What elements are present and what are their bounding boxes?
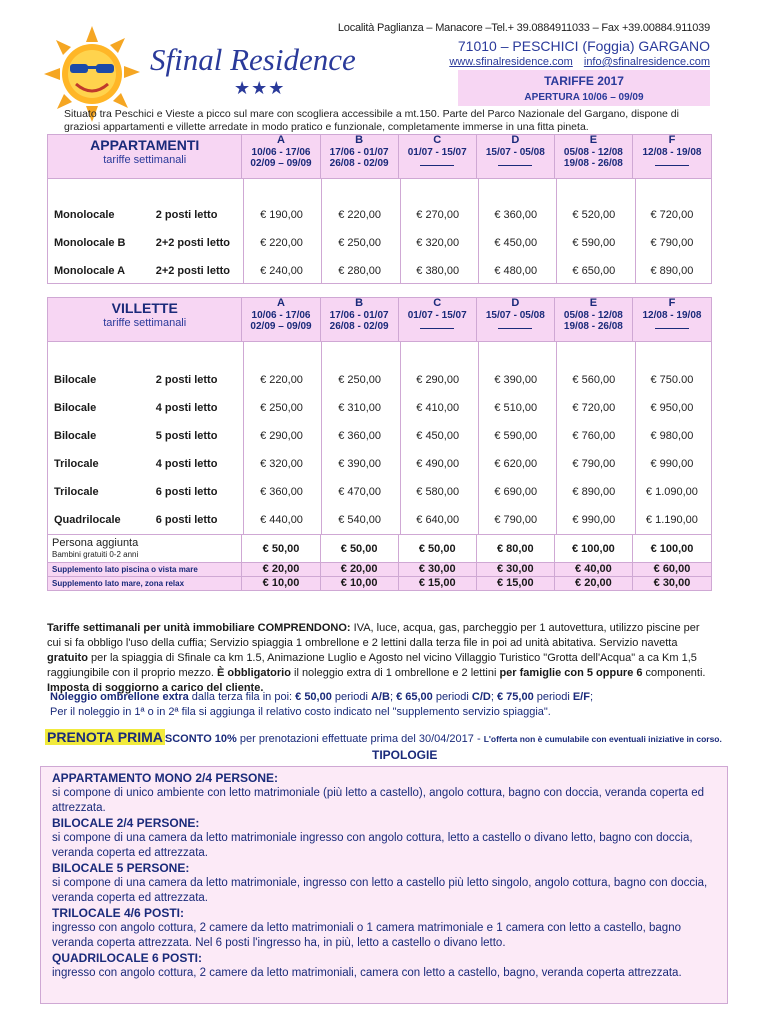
period-header — [633, 298, 711, 341]
supplement-price: € 30,00 — [633, 577, 711, 590]
umbrella-rental-notes: Noleggio ombrellone extra dalla terza fila in poi: € 50,00 periodi A/B; € 65,00 periodi C/D; € 75,00 periodi E/F; Per il noleggio in 1ª o in 2ª fila si aggiunga il relativo costo indicato nel "supplemento servizio spiaggia". — [50, 691, 594, 718]
unit-beds: 2 posti letto — [155, 209, 218, 221]
unit-name: Trilocale — [54, 458, 99, 470]
price-cell: € 440,00 — [260, 514, 303, 526]
tipologie-title: TIPOLOGIE — [372, 748, 438, 762]
table-row — [48, 506, 711, 534]
tipologia-desc: ingresso con angolo cottura, 2 camere da letto matrimoniali o 1 camera matrimoniale e 1 camera con letto a castello, bagno veranda coperta attrezzata. Nel 6 posti l'ingresso ha, in più, letto a castello o divano letto. — [52, 922, 681, 949]
supplement-label: Supplemento lato piscina o vista mare — [48, 563, 242, 576]
unit-name: Quadrilocale — [54, 514, 121, 526]
supplement-price: € 60,00 — [633, 563, 711, 576]
table-title: VILLETTE — [111, 300, 178, 316]
price-cell: € 290,00 — [260, 430, 303, 442]
tipologia-heading: TRILOCALE 4/6 POSTI: — [52, 906, 185, 920]
apertura-dates: APERTURA 10/06 – 09/09 — [524, 92, 644, 103]
table-title: APPARTAMENTI — [90, 137, 200, 153]
period-letter: D — [511, 297, 520, 309]
price-cell: € 280,00 — [338, 265, 382, 277]
unit-name: Monolocale A — [54, 265, 126, 277]
price-cell: € 990,00 — [572, 514, 616, 526]
table-row — [48, 394, 711, 422]
table-row — [48, 478, 711, 506]
table-subtitle: tariffe settimanali — [103, 317, 187, 329]
price-cell: € 360,00 — [338, 430, 382, 442]
period-dates: 26/08 - 02/09 — [329, 158, 389, 169]
period-dates: 15/07 - 05/08 — [485, 309, 545, 321]
period-dates: 02/09 – 09/09 — [250, 158, 312, 169]
appartamenti-table — [47, 134, 712, 284]
period-header — [321, 135, 399, 178]
price-cell: € 220,00 — [260, 237, 303, 249]
supplement-price: € 20,00 — [321, 563, 399, 576]
unit-beds: 4 posti letto — [155, 458, 218, 470]
period-header — [555, 298, 633, 341]
period-letter: D — [511, 134, 520, 146]
web-links — [441, 56, 710, 68]
price-cell: € 720,00 — [572, 402, 616, 414]
price-cell: € 650,00 — [572, 265, 616, 277]
unit-beds: 5 posti letto — [155, 430, 218, 442]
period-header — [555, 135, 633, 178]
persona-price: € 100,00 — [555, 535, 633, 562]
supplement-price: € 10,00 — [242, 577, 320, 590]
period-dates: 10/06 - 17/06 — [251, 146, 311, 158]
persona-price: € 100,00 — [650, 543, 694, 555]
price-cell: € 480,00 — [494, 265, 538, 277]
price-cell: € 580,00 — [416, 486, 460, 498]
period-header — [321, 298, 399, 341]
period-dates: 19/08 - 26/08 — [563, 321, 623, 332]
price-cell: € 1.090,00 — [645, 486, 698, 498]
price-cell: € 320,00 — [260, 458, 303, 470]
period-letter: F — [668, 297, 676, 309]
period-letter: A — [277, 297, 285, 309]
tipologia-heading: BILOCALE 2/4 PERSONE: — [52, 816, 200, 830]
supplement-price: € 15,00 — [399, 577, 477, 590]
persona-aggiunta-label — [48, 535, 242, 562]
period-header — [477, 298, 555, 341]
period-dash — [420, 165, 454, 166]
price-cell: € 380,00 — [416, 265, 460, 277]
tipologie-box — [40, 766, 728, 1004]
price-cell: € 410,00 — [416, 402, 460, 414]
persona-aggiunta-row — [48, 534, 711, 562]
star-rating: ★★★ — [234, 78, 286, 98]
period-dash — [655, 328, 689, 329]
tipologia-desc: ingresso con angolo cottura, 2 camere da letto matrimoniali, camera con letto a castello, bagno, veranda coperta attrezzata. — [52, 967, 682, 979]
price-cell: € 590,00 — [494, 430, 538, 442]
persona-price: € 80,00 — [477, 535, 555, 562]
period-dates: 17/06 - 01/07 — [329, 309, 389, 321]
price-cell: € 490,00 — [416, 458, 460, 470]
brand-name: Sfinal Residence — [150, 42, 356, 77]
price-cell: € 790,00 — [572, 458, 616, 470]
price-cell: € 1.190,00 — [645, 514, 698, 526]
price-cell: € 760,00 — [572, 430, 616, 442]
price-cell: € 520,00 — [572, 209, 616, 221]
table-row — [48, 229, 711, 257]
table-row — [48, 450, 711, 478]
table-subtitle: tariffe settimanali — [103, 154, 187, 166]
persona-price: € 50,00 — [399, 535, 477, 562]
unit-beds: 2 posti letto — [155, 374, 218, 386]
period-dash — [420, 328, 454, 329]
tipologia-heading: BILOCALE 5 PERSONE: — [52, 861, 190, 875]
price-cell: € 190,00 — [260, 209, 303, 221]
price-cell: € 450,00 — [494, 237, 538, 249]
tipologia-desc: si compone di unico ambiente con letto matrimoniale (più letto a castello), angolo cottura, bagno con doccia, veranda coperta ed attrezzata. — [52, 787, 705, 814]
price-cell: € 220,00 — [338, 209, 382, 221]
price-cell: € 590,00 — [572, 237, 616, 249]
persona-price: € 50,00 — [242, 535, 320, 562]
price-cell: € 470,00 — [338, 486, 382, 498]
price-cell: € 320,00 — [416, 237, 460, 249]
period-dates: 02/09 – 09/09 — [250, 321, 312, 332]
period-header — [477, 135, 555, 178]
tipologia-desc: si compone di una camera da letto matrimoniale ingresso con angolo cottura, letto a castello o divano letto, bagno con doccia, veranda coperta ed attrezzata. — [52, 832, 693, 859]
period-dates: 17/06 - 01/07 — [329, 146, 389, 158]
price-cell: € 250,00 — [260, 402, 303, 414]
supplement-label: Supplemento lato mare, zona relax — [48, 577, 242, 590]
price-cell: € 790,00 — [650, 237, 694, 249]
period-header — [399, 298, 477, 341]
period-dash — [655, 165, 689, 166]
unit-beds: 2+2 posti letto — [155, 265, 230, 277]
period-dash — [498, 165, 532, 166]
period-header — [242, 298, 320, 341]
price-cell: € 690,00 — [494, 486, 538, 498]
period-letter: C — [433, 297, 442, 309]
price-cell: € 890,00 — [650, 265, 694, 277]
period-header — [242, 135, 320, 178]
supplement-price: € 20,00 — [242, 563, 320, 576]
period-dates: 26/08 - 02/09 — [329, 321, 389, 332]
prenota-prima-offer: PRENOTA PRIMA SCONTO 10% per prenotazioni effettuate prima del 30/04/2017 - L'offerta non è cumulabile con eventuali iniziative in corso. — [47, 729, 722, 745]
period-letter: C — [433, 134, 442, 146]
period-dates: 12/08 - 19/08 — [642, 146, 702, 158]
supplement-price: € 10,00 — [321, 577, 399, 590]
bambini-note: Bambini gratuiti 0-2 anni — [52, 550, 139, 559]
unit-name: Monolocale B — [54, 237, 126, 249]
supplement-price: € 15,00 — [477, 577, 555, 590]
table-title-cell — [48, 298, 242, 341]
persona-price: € 50,00 — [321, 535, 399, 562]
price-cell: € 390,00 — [494, 374, 538, 386]
price-cell: € 220,00 — [260, 374, 303, 386]
unit-name: Bilocale — [54, 374, 97, 386]
price-cell: € 750.00 — [650, 374, 694, 386]
unit-beds: 4 posti letto — [155, 402, 218, 414]
price-cell: € 720,00 — [650, 209, 694, 221]
price-cell: € 250,00 — [338, 237, 382, 249]
email-link[interactable]: info@sfinalresidence.com — [583, 56, 710, 68]
unit-name: Monolocale — [54, 209, 115, 221]
period-dates: 19/08 - 26/08 — [563, 158, 623, 169]
price-cell: € 560,00 — [572, 374, 616, 386]
table-header — [48, 135, 711, 179]
price-cell: € 360,00 — [260, 486, 303, 498]
city-line: 71010 – PESCHICI (Foggia) GARGANO — [457, 38, 710, 54]
villette-table — [47, 297, 712, 591]
tipologia-heading: APPARTAMENTO MONO 2/4 PERSONE: — [52, 771, 279, 785]
price-cell: € 310,00 — [338, 402, 382, 414]
table-row — [48, 257, 711, 285]
price-cell: € 450,00 — [416, 430, 460, 442]
period-letter: A — [277, 134, 285, 146]
price-cell: € 790,00 — [494, 514, 538, 526]
period-dates: 01/07 - 15/07 — [407, 309, 467, 321]
included-notes: Tariffe settimanali per unità immobiliare COMPRENDONO: IVA, luce, acqua, gas, parcheggio per 1 autovettura, utilizzo piscine per cui si fa obbligo l'uso della cuffia; Servizio spiaggia 1 ombrellone e 2 lettini dalla terza file in poi ad unità abitativa. Servizio navetta gratuito per la spiaggia di Sfinale ca km 1.5, Animazione Luglio e Agosto nel vicino Villaggio Turistico "Grotta dell'Acqua" a ca Km 1,5 raggiungibile con il proprio mezzo. È obbligatorio il noleggio extra di 1 ombrellone e 2 lettini per famiglie con 5 oppure 6 componenti. Imposta di soggiorno a carico del cliente. — [47, 622, 706, 694]
period-dates: 15/07 - 05/08 — [485, 146, 545, 158]
period-letter: F — [668, 134, 676, 146]
table-title-cell — [48, 135, 242, 178]
period-header — [633, 135, 711, 178]
price-cell: € 240,00 — [260, 265, 303, 277]
period-letter: E — [589, 297, 598, 309]
intro-text: Situato tra Peschici e Vieste a picco sul mare con scogliera accessibile a mt.150. Parte del Parco Nazionale del Gargano, dispone di graziosi appartamenti e villette arredate in modo pratico e funzionale, completamente immerse in una fitta pineta. — [64, 108, 679, 133]
price-cell: € 510,00 — [494, 402, 538, 414]
period-letter: E — [589, 134, 598, 146]
price-cell: € 390,00 — [338, 458, 382, 470]
supplement-price: € 40,00 — [555, 563, 633, 576]
period-dates: 10/06 - 17/06 — [251, 309, 311, 321]
period-dates: 05/08 - 12/08 — [563, 309, 623, 321]
supplement-price: € 20,00 — [555, 577, 633, 590]
table-row — [48, 422, 711, 450]
price-cell: € 890,00 — [572, 486, 616, 498]
period-dates: 05/08 - 12/08 — [563, 146, 623, 158]
unit-name: Bilocale — [54, 430, 97, 442]
unit-name: Trilocale — [54, 486, 99, 498]
tipologia-heading: QUADRILOCALE 6 POSTI: — [52, 951, 203, 965]
table-header — [48, 298, 711, 342]
supplement-row — [48, 576, 711, 590]
period-letter: B — [355, 297, 364, 309]
tipologia-desc: si compone di una camera da letto matrimoniale, ingresso con letto a castello più letto singolo, angolo cottura, bagno con doccia, veranda coperta ed attrezzata. — [52, 877, 708, 904]
period-header — [399, 135, 477, 178]
price-cell: € 250,00 — [338, 374, 382, 386]
unit-beds: 2+2 posti letto — [155, 237, 230, 249]
period-dates: 12/08 - 19/08 — [642, 309, 702, 321]
contact-address: Località Paglianza – Manacore –Tel.+ 39.0884911033 – Fax +39.00884.911039 — [337, 22, 710, 34]
table-row — [48, 201, 711, 229]
unit-beds: 6 posti letto — [155, 514, 218, 526]
supplement-price: € 30,00 — [477, 563, 555, 576]
price-cell: € 270,00 — [416, 209, 460, 221]
table-row — [48, 366, 711, 394]
tariffe-title: TARIFFE 2017 — [544, 74, 624, 88]
prenota-highlight: PRENOTA PRIMA — [47, 729, 163, 745]
price-cell: € 980,00 — [650, 430, 694, 442]
price-cell: € 290,00 — [416, 374, 460, 386]
unit-beds: 6 posti letto — [155, 486, 218, 498]
table-body — [48, 179, 711, 285]
supplement-row — [48, 562, 711, 576]
price-cell: € 360,00 — [494, 209, 538, 221]
price-cell: € 640,00 — [416, 514, 460, 526]
price-cell: € 950,00 — [650, 402, 694, 414]
period-dates: 01/07 - 15/07 — [407, 146, 467, 158]
table-body — [48, 342, 711, 534]
period-letter: B — [355, 134, 364, 146]
unit-name: Bilocale — [54, 402, 97, 414]
supplement-price: € 30,00 — [399, 563, 477, 576]
tariffe-badge — [458, 70, 710, 106]
period-dash — [498, 328, 532, 329]
price-cell: € 540,00 — [338, 514, 382, 526]
price-cell: € 990,00 — [650, 458, 694, 470]
persona-label: Persona aggiunta — [52, 537, 139, 549]
price-cell: € 620,00 — [494, 458, 538, 470]
website-link[interactable]: www.sfinalresidence.com — [449, 56, 573, 68]
